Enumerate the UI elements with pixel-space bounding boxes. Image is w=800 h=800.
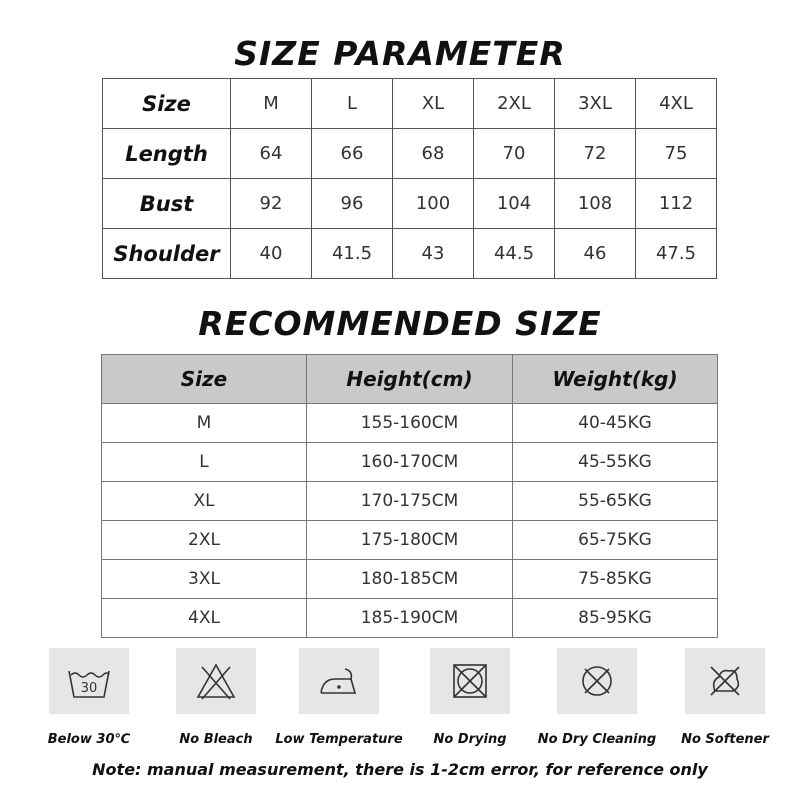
- size-cell: M: [231, 79, 312, 129]
- size-cell: 4XL: [636, 79, 717, 129]
- care-label: No Softener: [681, 732, 769, 747]
- bust-cell: 100: [393, 179, 474, 229]
- size-parameter-table: [102, 78, 717, 279]
- row-header-shoulder: Shoulder: [103, 229, 231, 279]
- height-cell: 185-190CM: [307, 599, 513, 638]
- size-cell: 4XL: [102, 599, 307, 638]
- care-label: No Drying: [433, 732, 507, 747]
- weight-cell: 75-85KG: [513, 560, 718, 599]
- row-header-length: Length: [103, 129, 231, 179]
- length-cell: 66: [312, 129, 393, 179]
- table-row: [103, 179, 717, 229]
- iron-low-temperature-icon: [299, 648, 379, 714]
- weight-cell: 40-45KG: [513, 404, 718, 443]
- length-cell: 70: [474, 129, 555, 179]
- height-cell: 180-185CM: [307, 560, 513, 599]
- weight-cell: 85-95KG: [513, 599, 718, 638]
- length-cell: 64: [231, 129, 312, 179]
- shoulder-cell: 47.5: [636, 229, 717, 279]
- bust-cell: 92: [231, 179, 312, 229]
- no-softener-icon: [685, 648, 765, 714]
- care-item-dry-clean: [532, 648, 662, 747]
- table-row: [102, 599, 718, 638]
- weight-cell: 45-55KG: [513, 443, 718, 482]
- height-cell: 170-175CM: [307, 482, 513, 521]
- column-header-height: Height(cm): [307, 355, 513, 404]
- weight-cell: 65-75KG: [513, 521, 718, 560]
- bust-cell: 112: [636, 179, 717, 229]
- row-header-bust: Bust: [103, 179, 231, 229]
- no-bleach-icon: [176, 648, 256, 714]
- shoulder-cell: 40: [231, 229, 312, 279]
- table-row: [102, 521, 718, 560]
- table-row: [102, 482, 718, 521]
- recommended-size-title: RECOMMENDED SIZE: [198, 304, 602, 343]
- no-dry-clean-icon: [557, 648, 637, 714]
- table-row: [103, 129, 717, 179]
- table-row: [103, 229, 717, 279]
- shoulder-cell: 43: [393, 229, 474, 279]
- length-cell: 75: [636, 129, 717, 179]
- care-item-bleach: [151, 648, 281, 747]
- size-cell: XL: [393, 79, 474, 129]
- bust-cell: 96: [312, 179, 393, 229]
- care-instructions: [0, 648, 800, 748]
- size-cell: L: [102, 443, 307, 482]
- shoulder-cell: 46: [555, 229, 636, 279]
- care-label: Low Temperature: [275, 732, 403, 747]
- shoulder-cell: 44.5: [474, 229, 555, 279]
- care-item-wash: [24, 648, 154, 747]
- column-header-size: Size: [102, 355, 307, 404]
- care-item-softener: [660, 648, 790, 747]
- column-header-weight: Weight(kg): [513, 355, 718, 404]
- no-tumble-dry-icon: [430, 648, 510, 714]
- wash-temperature-text: 30: [80, 681, 98, 696]
- size-cell: M: [102, 404, 307, 443]
- shoulder-cell: 41.5: [312, 229, 393, 279]
- height-cell: 175-180CM: [307, 521, 513, 560]
- care-label: Below 30℃: [47, 732, 131, 747]
- table-row: [103, 79, 717, 129]
- length-cell: 68: [393, 129, 474, 179]
- table-row: [102, 560, 718, 599]
- size-cell: 2XL: [474, 79, 555, 129]
- size-cell: 3XL: [555, 79, 636, 129]
- table-header-row: [102, 355, 718, 404]
- wash-30-icon: [49, 648, 129, 714]
- size-cell: 3XL: [102, 560, 307, 599]
- care-item-iron: [274, 648, 404, 747]
- care-item-dry: [405, 648, 535, 747]
- length-cell: 72: [555, 129, 636, 179]
- recommended-size-table: [101, 354, 718, 638]
- table-row: [102, 404, 718, 443]
- height-cell: 155-160CM: [307, 404, 513, 443]
- bust-cell: 104: [474, 179, 555, 229]
- care-label: No Dry Cleaning: [537, 732, 657, 747]
- care-label: No Bleach: [179, 732, 253, 747]
- row-header-size: Size: [103, 79, 231, 129]
- height-cell: 160-170CM: [307, 443, 513, 482]
- table-row: [102, 443, 718, 482]
- size-cell: XL: [102, 482, 307, 521]
- weight-cell: 55-65KG: [513, 482, 718, 521]
- bust-cell: 108: [555, 179, 636, 229]
- size-cell: L: [312, 79, 393, 129]
- measurement-note: Note: manual measurement, there is 1-2cm error, for reference only: [92, 760, 708, 779]
- size-parameter-title: SIZE PARAMETER: [234, 34, 566, 73]
- size-cell: 2XL: [102, 521, 307, 560]
